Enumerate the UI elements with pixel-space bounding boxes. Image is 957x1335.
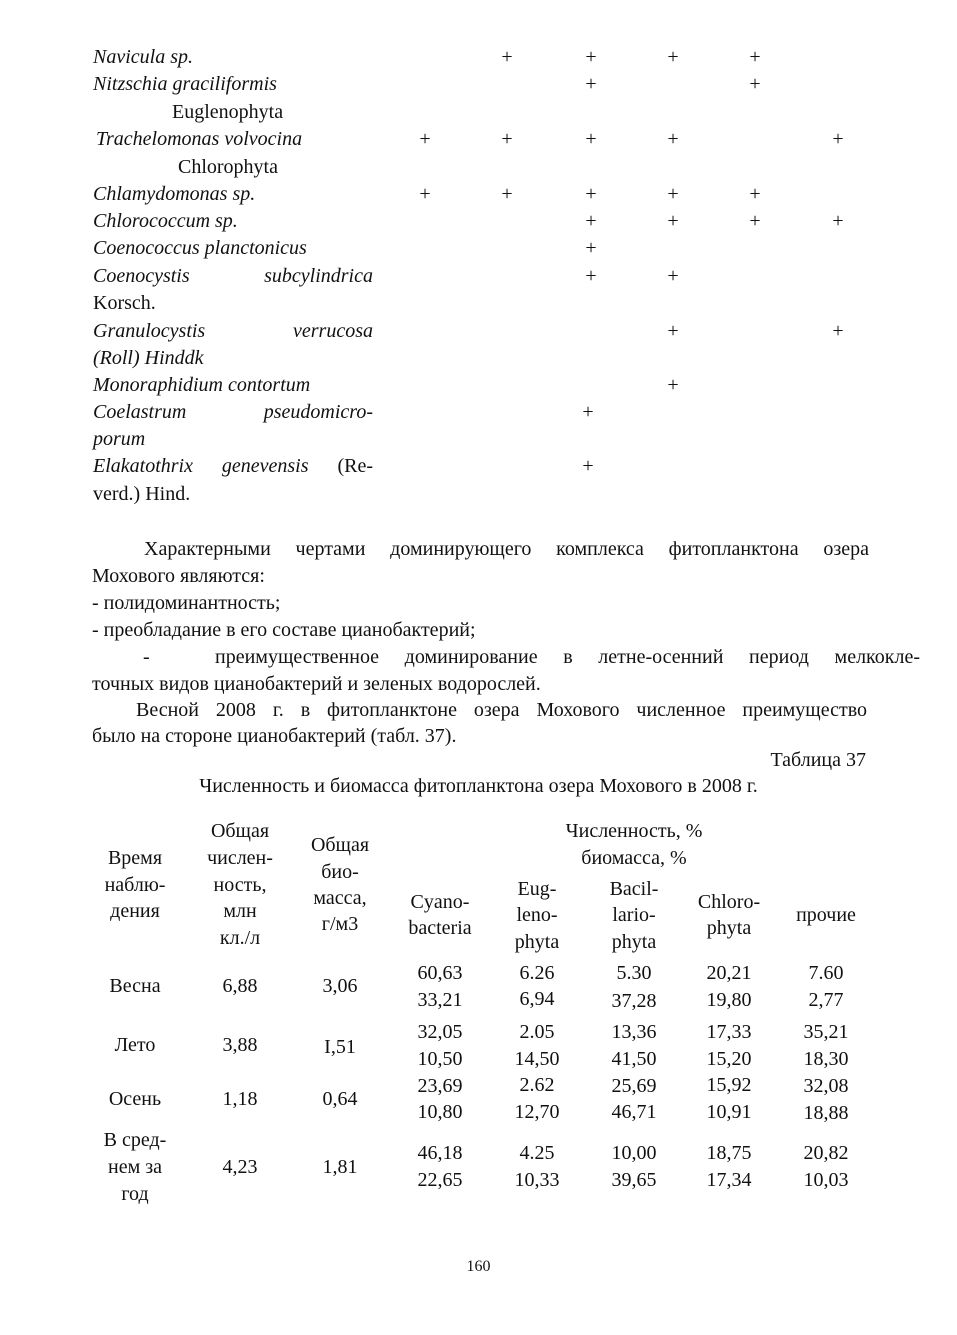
presence-mark: + xyxy=(667,46,679,68)
group-row xyxy=(0,99,957,126)
row-time: Лето xyxy=(114,1034,156,1056)
header-biomass-line: г/м3 xyxy=(321,913,359,935)
header-cyano-line: bacteria xyxy=(408,917,472,939)
row-time: В сред- xyxy=(103,1129,167,1151)
species-name: Chlorococcum sp. xyxy=(93,210,238,232)
row-cyano: 33,21 xyxy=(417,989,463,1011)
row-eugleno: 4.25 xyxy=(519,1142,555,1164)
header-eugleno-line: Eug- xyxy=(517,878,557,900)
row-other: 32,08 xyxy=(803,1075,849,1097)
presence-mark: + xyxy=(667,210,679,232)
species-name xyxy=(93,453,373,480)
bullet-item: - полидоминантность; xyxy=(92,592,281,614)
row-time: Осень xyxy=(108,1088,162,1110)
table-caption-text: Численность и биомасса фитопланктона озера Мохового в 2008 г. xyxy=(199,775,758,797)
row-biomass: 3,06 xyxy=(322,975,358,997)
presence-mark: + xyxy=(585,210,597,232)
presence-mark: + xyxy=(585,128,597,150)
group-name: Euglenophyta xyxy=(172,101,284,123)
header-biomass-line: био- xyxy=(321,861,359,883)
row-cyano: 46,18 xyxy=(417,1142,463,1164)
row-time: Весна xyxy=(109,975,161,997)
header-group-title: биомасса, % xyxy=(581,847,687,869)
species-name: Chlamydomonas sp. xyxy=(93,183,256,205)
header-abundance-line: Общая xyxy=(210,820,270,842)
row-chloro: 19,80 xyxy=(706,989,752,1011)
species-row xyxy=(0,126,957,153)
row-abundance: 1,18 xyxy=(222,1088,258,1110)
species-row xyxy=(0,318,957,345)
row-time: нем за xyxy=(107,1156,162,1178)
species-author-part: (Re- xyxy=(337,455,373,477)
species-name-part: Elakatothrix genevensis xyxy=(93,455,309,477)
row-eugleno: 10,33 xyxy=(514,1169,560,1191)
header-abundance-line: млн xyxy=(223,900,257,922)
header-abundance-line: ность, xyxy=(213,874,267,896)
row-cyano: 10,80 xyxy=(417,1101,463,1123)
paragraph-line: Мохового являются: xyxy=(92,565,265,587)
presence-mark: + xyxy=(749,46,761,68)
species-name: Trachelomonas volvocina xyxy=(96,128,303,150)
presence-mark: + xyxy=(501,46,513,68)
header-chloro-line: phyta xyxy=(706,917,752,939)
presence-mark: + xyxy=(419,128,431,150)
header-biomass-line: Общая xyxy=(310,834,370,856)
row-other: 18,88 xyxy=(803,1102,849,1124)
bullet-item-continuation: точных видов цианобактерий и зеленых водорослей. xyxy=(92,673,541,695)
header-time-line: Время xyxy=(107,847,163,869)
table-label: Таблица 37 xyxy=(770,749,866,771)
row-abundance: 6,88 xyxy=(222,975,258,997)
row-other: 20,82 xyxy=(803,1142,849,1164)
row-time: год xyxy=(121,1183,149,1205)
species-row xyxy=(0,44,957,71)
row-eugleno: 6,94 xyxy=(519,988,555,1010)
species-name: Monoraphidium contortum xyxy=(93,374,311,396)
row-other: 35,21 xyxy=(803,1021,849,1043)
species-name: Granulocystis verrucosa xyxy=(93,320,373,342)
group-name: Chlorophyta xyxy=(178,156,278,178)
presence-mark: + xyxy=(832,210,844,232)
row-chloro: 18,75 xyxy=(706,1142,752,1164)
presence-mark: + xyxy=(582,401,594,423)
row-biomass: 0,64 xyxy=(322,1088,358,1110)
species-row xyxy=(0,372,957,399)
row-bacillario: 5.30 xyxy=(616,962,652,984)
row-cyano: 23,69 xyxy=(417,1075,463,1097)
presence-mark: + xyxy=(667,265,679,287)
row-eugleno: 12,70 xyxy=(514,1101,560,1123)
presence-mark: + xyxy=(501,128,513,150)
species-name: Nitzschia graciliformis xyxy=(93,73,277,95)
species-row-continuation xyxy=(0,481,957,508)
header-time-line: дения xyxy=(110,900,160,922)
presence-mark: + xyxy=(667,183,679,205)
species-row-continuation xyxy=(0,345,957,372)
species-author: verd.) Hind. xyxy=(93,483,191,505)
species-name-continuation: porum xyxy=(93,428,146,450)
row-other: 2,77 xyxy=(808,989,844,1011)
presence-mark: + xyxy=(749,210,761,232)
presence-mark: + xyxy=(585,46,597,68)
row-bacillario: 25,69 xyxy=(611,1075,657,1097)
row-abundance: 3,88 xyxy=(222,1034,258,1056)
species-row xyxy=(0,181,957,208)
row-bacillario: 46,71 xyxy=(611,1101,657,1123)
header-biomass-line: масса, xyxy=(313,887,367,909)
species-row xyxy=(0,235,957,262)
row-other: 18,30 xyxy=(803,1048,849,1070)
species-row xyxy=(0,263,957,290)
bullet-item: - преобладание в его составе цианобактерий; xyxy=(92,619,476,641)
row-chloro: 17,33 xyxy=(706,1021,752,1043)
row-chloro: 15,92 xyxy=(706,1074,752,1096)
header-eugleno-line: phyta xyxy=(514,931,560,953)
presence-mark: + xyxy=(501,183,513,205)
row-other: 10,03 xyxy=(803,1169,849,1191)
header-chloro-line: Chloro- xyxy=(697,891,761,913)
header-group-title: Численность, % xyxy=(565,820,703,842)
presence-mark: + xyxy=(667,128,679,150)
presence-mark: + xyxy=(749,183,761,205)
presence-mark: + xyxy=(585,73,597,95)
row-eugleno: 14,50 xyxy=(514,1048,560,1070)
header-eugleno-line: leno- xyxy=(516,904,558,926)
presence-mark: + xyxy=(582,455,594,477)
row-biomass: 1,81 xyxy=(322,1156,358,1178)
row-cyano: 32,05 xyxy=(417,1021,463,1043)
header-time-line: наблю- xyxy=(104,874,166,896)
header-bacillario-line: Bacil- xyxy=(609,878,659,900)
species-row xyxy=(0,399,957,426)
row-bacillario: 10,00 xyxy=(611,1142,657,1164)
row-cyano: 10,50 xyxy=(417,1048,463,1070)
presence-mark: + xyxy=(585,237,597,259)
page-number: 160 xyxy=(466,1258,491,1275)
row-abundance: 4,23 xyxy=(222,1156,258,1178)
species-name: Navicula sp. xyxy=(93,46,193,68)
row-eugleno: 2.62 xyxy=(519,1074,555,1096)
species-row xyxy=(0,453,957,480)
row-chloro: 17,34 xyxy=(706,1169,752,1191)
presence-mark: + xyxy=(585,265,597,287)
header-other: прочие xyxy=(796,904,856,926)
row-cyano: 60,63 xyxy=(417,962,463,984)
row-bacillario: 39,65 xyxy=(611,1169,657,1191)
row-biomass: I,51 xyxy=(324,1036,356,1058)
species-row-continuation xyxy=(0,426,957,453)
species-row xyxy=(0,71,957,98)
group-row xyxy=(0,154,957,181)
species-row xyxy=(0,208,957,235)
species-name: Coenocystis subcylindrica xyxy=(93,265,373,287)
presence-mark: + xyxy=(419,183,431,205)
header-cyano-line: Cyano- xyxy=(410,891,470,913)
header-bacillario-line: lario- xyxy=(612,904,656,926)
row-eugleno: 6.26 xyxy=(519,962,555,984)
row-chloro: 10,91 xyxy=(706,1101,752,1123)
header-abundance-line: кл./л xyxy=(219,927,261,949)
table-caption xyxy=(0,775,957,798)
presence-mark: + xyxy=(585,183,597,205)
species-author: (Roll) Hinddk xyxy=(93,347,204,369)
species-name: Coenococcus planctonicus xyxy=(93,237,307,259)
row-other: 7.60 xyxy=(808,962,844,984)
row-eugleno: 2.05 xyxy=(519,1021,555,1043)
presence-mark: + xyxy=(749,73,761,95)
presence-mark: + xyxy=(832,320,844,342)
species-name: Coelastrum pseudomicro- xyxy=(93,401,373,423)
presence-mark: + xyxy=(667,320,679,342)
row-cyano: 22,65 xyxy=(417,1169,463,1191)
bullet-dash: - xyxy=(143,646,150,668)
header-abundance-line: числен- xyxy=(207,847,273,869)
row-bacillario: 13,36 xyxy=(611,1021,657,1043)
row-chloro: 20,21 xyxy=(706,962,752,984)
bullet-item: преимущественное доминирование в летне-осенний период мелкокле- xyxy=(215,646,920,668)
paragraph-line: Весной 2008 г. в фитопланктоне озера Мохового численное преимущество xyxy=(136,699,867,721)
paragraph-line: было на стороне цианобактерий (табл. 37). xyxy=(92,725,457,747)
header-bacillario-line: phyta xyxy=(611,931,657,953)
row-bacillario: 37,28 xyxy=(611,990,657,1012)
species-author: Korsch. xyxy=(93,292,156,314)
paragraph-line: Характерными чертами доминирующего комплекса фитопланктона озера xyxy=(144,538,869,560)
row-bacillario: 41,50 xyxy=(611,1048,657,1070)
presence-mark: + xyxy=(667,374,679,396)
presence-mark: + xyxy=(832,128,844,150)
row-chloro: 15,20 xyxy=(706,1048,752,1070)
species-row-continuation xyxy=(0,290,957,317)
